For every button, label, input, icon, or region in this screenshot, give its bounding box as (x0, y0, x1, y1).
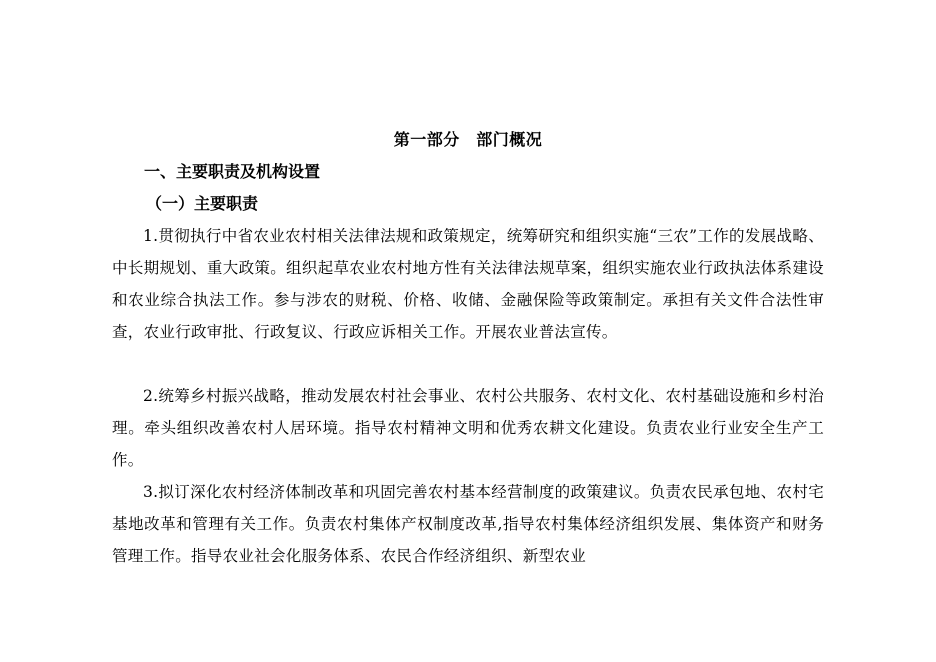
part-title: 第一部分 部门概况 (393, 130, 543, 149)
paragraph-3: 3.拟订深化农村经济体制改革和巩固完善农村基本经营制度的政策建议。负责农民承包地、农村宅基地改革和管理有关工作。负责农村集体产权制度改革,指导农村集体经济组织发展、集体资产和财务管理工作。指导农业社会化服务体系、农民合作经济组织、新型农业 (112, 483, 824, 565)
paragraph-2: 2.统筹乡村振兴战略，推动发展农村社会事业、农村公共服务、农村文化、农村基础设施和乡村治理。牵头组织改善农村人居环境。指导农村精神文明和优秀农耕文化建设。负责农业行业安全生产工作。 (112, 387, 824, 469)
sub-heading: （一）主要职责 (146, 194, 259, 213)
section-heading: 一、主要职责及机构设置 (144, 162, 321, 181)
paragraph-1: 1.贯彻执行中省农业农村相关法律法规和政策规定，统筹研究和组织实施“三农”工作的发展战略、中长期规划、重大政策。组织起草农业农村地方性有关法律法规草案，组织实施农业行政执法体系建设和农业综合执法工作。参与涉农的财税、价格、收储、金融保险等政策制定。承担有关文件合法性审查，农业行政审批、行政复议、行政应诉相关工作。开展农业普法宣传。 (112, 227, 824, 341)
